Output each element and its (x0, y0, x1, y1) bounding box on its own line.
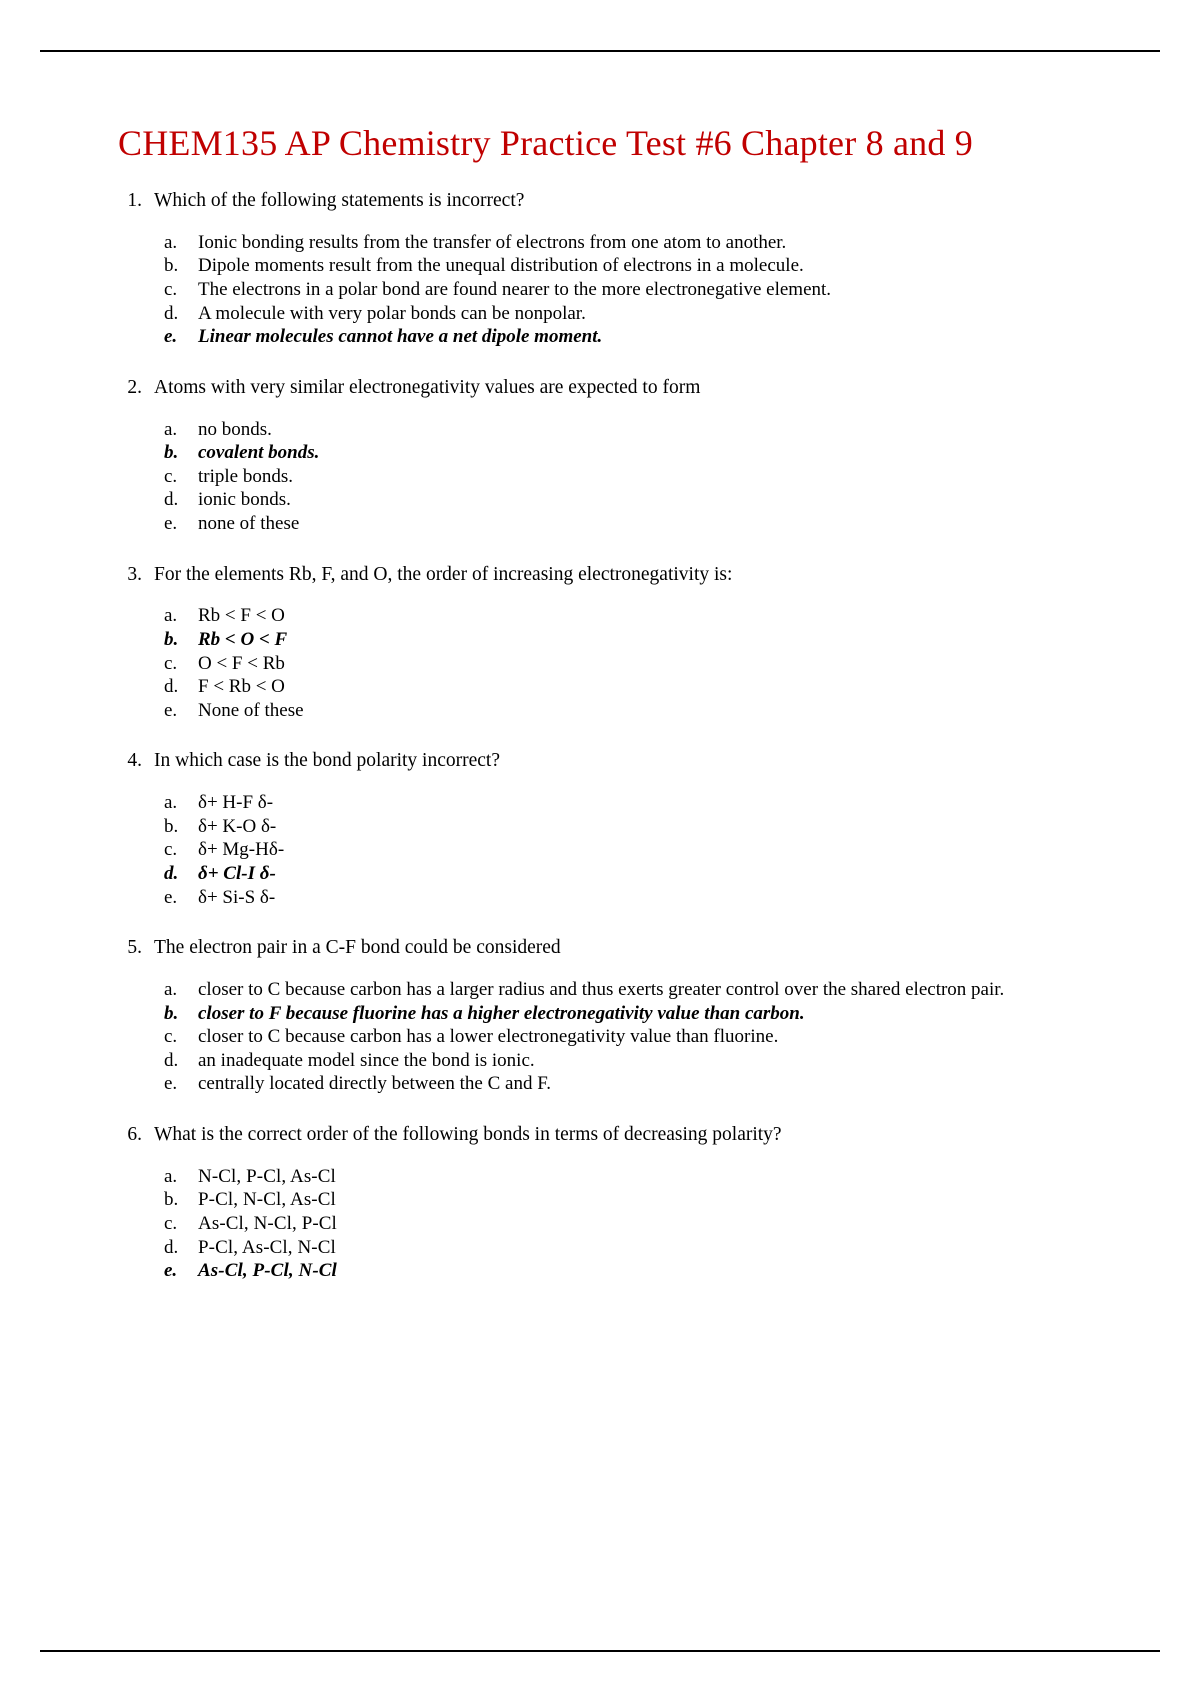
option-text: As-Cl, P-Cl, N-Cl (198, 1260, 337, 1282)
option-text: Dipole moments result from the unequal distribution of electrons in a molecule. (198, 255, 804, 277)
document-content (118, 120, 1073, 1309)
option-letter: c. (164, 1212, 178, 1234)
question-block (118, 748, 1073, 909)
option-letter: b. (164, 1002, 179, 1024)
option-text: Rb < O < F (198, 628, 288, 650)
option-text: The electrons in a polar bond are found nearer to the more electronegative element. (198, 279, 832, 301)
option-letter: b. (164, 255, 179, 277)
answer-option[interactable] (164, 792, 1073, 815)
question-number: 3. (127, 563, 142, 585)
answer-option[interactable] (164, 419, 1073, 442)
footer-divider (40, 1650, 1160, 1652)
option-list (118, 1166, 1073, 1283)
question-block (118, 562, 1073, 723)
option-text: δ+ Cl-I δ- (198, 862, 276, 884)
answer-option-correct[interactable] (164, 1260, 1073, 1283)
option-letter: a. (164, 605, 178, 627)
answer-option[interactable] (164, 513, 1073, 536)
option-text: δ+ Mg-Hδ- (198, 839, 285, 861)
question-number: 5. (127, 937, 142, 959)
option-text: O < F < Rb (198, 652, 285, 674)
option-letter: d. (164, 302, 179, 324)
question-row (118, 562, 1073, 588)
question-block (118, 1122, 1073, 1283)
option-text: P-Cl, N-Cl, As-Cl (198, 1189, 336, 1211)
question-number: 1. (127, 190, 142, 212)
answer-option[interactable] (164, 1237, 1073, 1260)
option-letter: c. (164, 839, 178, 861)
option-letter: e. (164, 326, 178, 348)
question-block (118, 375, 1073, 536)
option-text: Linear molecules cannot have a net dipole moment. (198, 326, 603, 348)
answer-option[interactable] (164, 653, 1073, 676)
answer-option[interactable] (164, 1213, 1073, 1236)
answer-option[interactable] (164, 605, 1073, 628)
option-letter: e. (164, 513, 178, 535)
answer-option[interactable] (164, 466, 1073, 489)
option-letter: b. (164, 442, 179, 464)
option-letter: a. (164, 418, 178, 440)
option-text: closer to C because carbon has a larger radius and thus exerts greater control over the shared electron pair. (198, 978, 1005, 1000)
answer-option[interactable] (164, 839, 1073, 862)
question-text: Atoms with very similar electronegativity values are expected to form (154, 376, 701, 398)
option-letter: e. (164, 699, 178, 721)
option-text: closer to F because fluorine has a higher electronegativity value than carbon. (198, 1002, 805, 1024)
option-text: A molecule with very polar bonds can be nonpolar. (198, 302, 586, 324)
question-list (118, 188, 1073, 1283)
question-text: In which case is the bond polarity incorrect? (154, 750, 501, 772)
option-letter: b. (164, 1189, 179, 1211)
option-letter: e. (164, 1260, 178, 1282)
answer-option[interactable] (164, 1026, 1073, 1049)
option-letter: a. (164, 1165, 178, 1187)
question-number: 2. (127, 376, 142, 398)
question-text: The electron pair in a C-F bond could be considered (154, 937, 561, 959)
answer-option[interactable] (164, 1166, 1073, 1189)
option-text: none of these (198, 513, 300, 535)
answer-option[interactable] (164, 676, 1073, 699)
header-divider (40, 50, 1160, 52)
answer-option-correct[interactable] (164, 863, 1073, 886)
option-letter: c. (164, 279, 178, 301)
question-text: Which of the following statements is incorrect? (154, 190, 525, 212)
question-number: 6. (127, 1123, 142, 1145)
option-list (118, 232, 1073, 349)
answer-option[interactable] (164, 489, 1073, 512)
option-text: an inadequate model since the bond is ionic. (198, 1049, 535, 1071)
answer-option[interactable] (164, 816, 1073, 839)
option-text: δ+ H-F δ- (198, 792, 274, 814)
option-text: ionic bonds. (198, 489, 291, 511)
answer-option[interactable] (164, 700, 1073, 723)
question-row (118, 1122, 1073, 1148)
question-row (118, 935, 1073, 961)
option-list (118, 605, 1073, 722)
option-list (118, 979, 1073, 1096)
question-block (118, 935, 1073, 1096)
option-text: F < Rb < O (198, 676, 285, 698)
page-title: CHEM135 AP Chemistry Practice Test #6 Chapter 8 and 9 (118, 123, 973, 163)
option-text: Rb < F < O (198, 605, 285, 627)
option-text: N-Cl, P-Cl, As-Cl (198, 1165, 336, 1187)
question-text: For the elements Rb, F, and O, the order of increasing electronegativity is: (154, 563, 733, 585)
option-letter: a. (164, 978, 178, 1000)
option-letter: c. (164, 652, 178, 674)
answer-option[interactable] (164, 255, 1073, 278)
option-text: no bonds. (198, 418, 272, 440)
option-letter: d. (164, 1049, 179, 1071)
answer-option[interactable] (164, 1050, 1073, 1073)
option-letter: b. (164, 815, 179, 837)
option-letter: c. (164, 1026, 178, 1048)
option-text: triple bonds. (198, 465, 293, 487)
option-letter: e. (164, 886, 178, 908)
answer-option[interactable] (164, 303, 1073, 326)
option-text: δ+ Si-S δ- (198, 886, 276, 908)
option-text: closer to C because carbon has a lower electronegativity value than fluorine. (198, 1026, 779, 1048)
answer-option[interactable] (164, 1073, 1073, 1096)
question-text: What is the correct order of the following bonds in terms of decreasing polarity? (154, 1123, 782, 1145)
question-row (118, 188, 1073, 214)
option-list (118, 419, 1073, 536)
option-letter: d. (164, 676, 179, 698)
option-letter: d. (164, 489, 179, 511)
option-letter: a. (164, 231, 178, 253)
question-row (118, 375, 1073, 401)
answer-option[interactable] (164, 232, 1073, 255)
answer-option-correct[interactable] (164, 326, 1073, 349)
question-block (118, 188, 1073, 349)
option-text: P-Cl, As-Cl, N-Cl (198, 1236, 336, 1258)
answer-option[interactable] (164, 1189, 1073, 1212)
option-letter: e. (164, 1073, 178, 1095)
option-letter: c. (164, 465, 178, 487)
option-letter: b. (164, 628, 179, 650)
option-letter: a. (164, 792, 178, 814)
question-number: 4. (127, 750, 142, 772)
question-row (118, 748, 1073, 774)
answer-option[interactable] (164, 979, 1073, 1002)
option-text: None of these (198, 699, 304, 721)
option-list (118, 792, 1073, 909)
option-text: covalent bonds. (198, 442, 320, 464)
option-text: As-Cl, N-Cl, P-Cl (198, 1212, 337, 1234)
answer-option-correct[interactable] (164, 442, 1073, 465)
option-text: centrally located directly between the C and F. (198, 1073, 552, 1095)
option-text: δ+ K-O δ- (198, 815, 277, 837)
answer-option[interactable] (164, 887, 1073, 910)
answer-option[interactable] (164, 279, 1073, 302)
answer-option-correct[interactable] (164, 629, 1073, 652)
option-text: Ionic bonding results from the transfer of electrons from one atom to another. (198, 231, 787, 253)
option-letter: d. (164, 862, 179, 884)
option-letter: d. (164, 1236, 179, 1258)
answer-option-correct[interactable] (164, 1003, 1073, 1026)
